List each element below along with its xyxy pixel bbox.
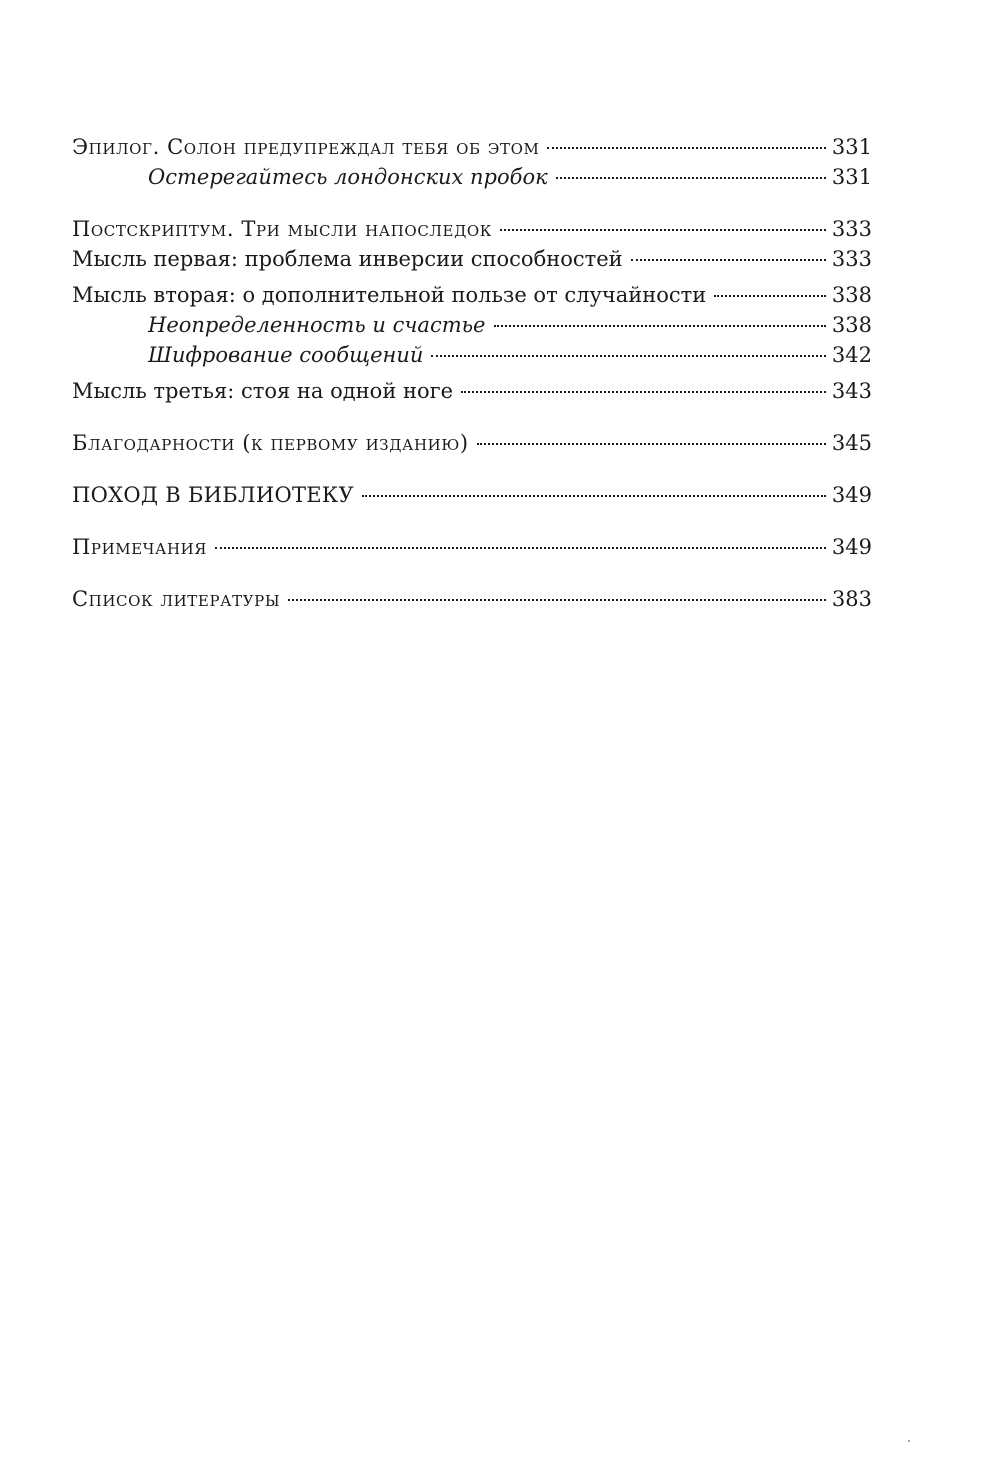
toc-leader-dots xyxy=(494,325,826,327)
toc-leader-dots xyxy=(556,177,826,179)
toc-page-number: 349 xyxy=(831,483,872,507)
toc-entry-thought-three[interactable] xyxy=(72,376,872,406)
toc-leader-dots xyxy=(215,547,826,549)
toc-entry-thought-one[interactable] xyxy=(72,244,872,274)
toc-entry-bibliography[interactable] xyxy=(72,584,872,614)
toc-entry-acknowledgements[interactable] xyxy=(72,428,872,458)
toc-entry-title: Мысль третья: стоя на одной ноге xyxy=(72,379,454,403)
toc-entry-title: Примечания xyxy=(72,535,208,559)
toc-page-number: 343 xyxy=(831,379,872,403)
toc-page-number: 383 xyxy=(831,587,872,611)
toc-page-number: 345 xyxy=(831,431,872,455)
toc-entry-thought-two[interactable] xyxy=(72,280,872,310)
toc-leader-dots xyxy=(288,599,826,601)
toc-leader-dots xyxy=(431,355,825,357)
toc-entry-title: Остерегайтесь лондонских пробок xyxy=(148,165,548,189)
toc-entry-uncertainty-happiness[interactable] xyxy=(72,310,872,340)
toc-entry-title: Благодарности (к первому изданию) xyxy=(72,431,469,455)
toc-leader-dots xyxy=(477,443,826,445)
toc-entry-title: Мысль вторая: о дополнительной пользе от случайности xyxy=(72,283,707,307)
toc-entry-title: Список литературы xyxy=(72,587,281,611)
toc-page-number: 333 xyxy=(831,217,872,241)
toc-page-number: 338 xyxy=(831,283,872,307)
toc-leader-dots xyxy=(461,391,826,393)
toc-entry-title: Эпилог. Солон предупреждал тебя об этом xyxy=(72,135,540,159)
toc-page-number: 333 xyxy=(831,247,872,271)
toc-entry-title: Постскриптум. Три мысли напоследок xyxy=(72,217,492,241)
toc-leader-dots xyxy=(714,295,826,297)
toc-entry-title: ПОХОД В БИБЛИОТЕКУ xyxy=(72,483,354,507)
toc-page-number: 349 xyxy=(831,535,872,559)
toc-leader-dots xyxy=(362,495,826,497)
toc-leader-dots xyxy=(631,259,826,261)
toc-entry-title: Шифрование сообщений xyxy=(148,343,424,367)
toc-page-number: 331 xyxy=(831,135,872,159)
toc-entry-london-traffic[interactable] xyxy=(72,162,872,192)
toc-page-number: 342 xyxy=(831,343,872,367)
toc-leader-dots xyxy=(500,229,826,231)
toc-entry-library[interactable] xyxy=(72,480,872,510)
toc-page-number: 338 xyxy=(831,313,872,337)
toc-entry-epilogue[interactable] xyxy=(72,132,872,162)
toc-entry-title: Мысль первая: проблема инверсии способностей xyxy=(72,247,623,271)
paper-speck xyxy=(908,1440,910,1442)
table-of-contents xyxy=(72,132,872,614)
toc-entry-notes[interactable] xyxy=(72,532,872,562)
toc-page-number: 331 xyxy=(831,165,872,189)
toc-leader-dots xyxy=(547,147,825,149)
toc-entry-title: Неопределенность и счастье xyxy=(148,313,486,337)
toc-entry-message-encryption[interactable] xyxy=(72,340,872,370)
toc-entry-postscript[interactable] xyxy=(72,214,872,244)
